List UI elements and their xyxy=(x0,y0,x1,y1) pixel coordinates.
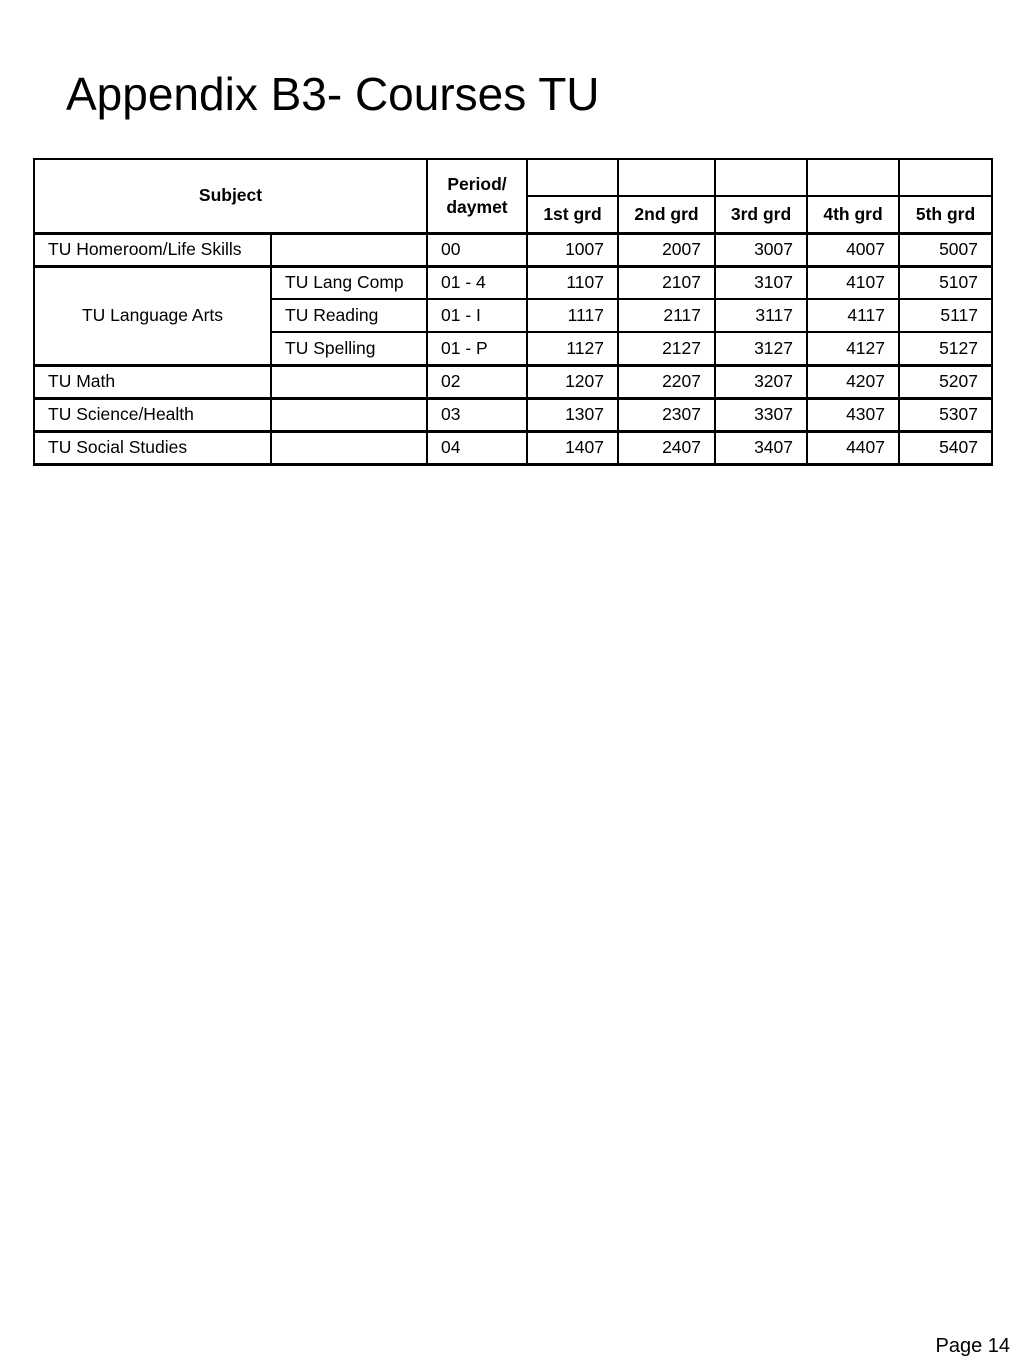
period-cell: 00 xyxy=(427,233,527,266)
table-row xyxy=(34,233,992,266)
code-cell: 4127 xyxy=(807,332,899,365)
code-cell: 4207 xyxy=(807,365,899,398)
code-cell: 2107 xyxy=(618,266,715,299)
code-cell: 2007 xyxy=(618,233,715,266)
code-cell: 1407 xyxy=(527,431,618,464)
header-blank xyxy=(899,159,992,196)
subject-cell: TU Homeroom/Life Skills xyxy=(34,233,271,266)
page-number: Page 14 xyxy=(935,1335,1010,1357)
subsubject-cell xyxy=(271,398,427,431)
subject-cell: TU Social Studies xyxy=(34,431,271,464)
code-cell: 4007 xyxy=(807,233,899,266)
courses-table xyxy=(33,158,993,466)
code-cell: 5007 xyxy=(899,233,992,266)
code-cell: 2127 xyxy=(618,332,715,365)
table-row xyxy=(34,398,992,431)
header-blank xyxy=(618,159,715,196)
header-blank xyxy=(807,159,899,196)
code-cell: 1207 xyxy=(527,365,618,398)
subject-cell: TU Science/Health xyxy=(34,398,271,431)
header-period: Period/ daymet xyxy=(427,159,527,233)
code-cell: 3107 xyxy=(715,266,807,299)
subject-cell: TU Language Arts xyxy=(34,266,271,365)
code-cell: 4117 xyxy=(807,299,899,332)
subsubject-cell xyxy=(271,233,427,266)
table-row xyxy=(34,365,992,398)
code-cell: 1307 xyxy=(527,398,618,431)
code-cell: 1107 xyxy=(527,266,618,299)
period-cell: 02 xyxy=(427,365,527,398)
subsubject-cell xyxy=(271,365,427,398)
code-cell: 4307 xyxy=(807,398,899,431)
subsubject-cell: TU Reading xyxy=(271,299,427,332)
period-cell: 04 xyxy=(427,431,527,464)
code-cell: 3307 xyxy=(715,398,807,431)
code-cell: 3207 xyxy=(715,365,807,398)
code-cell: 4107 xyxy=(807,266,899,299)
code-cell: 3407 xyxy=(715,431,807,464)
header-grade-4: 4th grd xyxy=(807,196,899,233)
code-cell: 3117 xyxy=(715,299,807,332)
subject-cell: TU Math xyxy=(34,365,271,398)
code-cell: 3007 xyxy=(715,233,807,266)
period-cell: 01 - P xyxy=(427,332,527,365)
subsubject-cell: TU Spelling xyxy=(271,332,427,365)
subsubject-cell xyxy=(271,431,427,464)
header-grade-2: 2nd grd xyxy=(618,196,715,233)
code-cell: 5117 xyxy=(899,299,992,332)
code-cell: 2307 xyxy=(618,398,715,431)
code-cell: 5207 xyxy=(899,365,992,398)
page-title: Appendix B3- Courses TU xyxy=(66,68,600,120)
header-blank xyxy=(527,159,618,196)
code-cell: 3127 xyxy=(715,332,807,365)
code-cell: 2407 xyxy=(618,431,715,464)
period-cell: 03 xyxy=(427,398,527,431)
code-cell: 2207 xyxy=(618,365,715,398)
code-cell: 5407 xyxy=(899,431,992,464)
header-grade-3: 3rd grd xyxy=(715,196,807,233)
period-cell: 01 - I xyxy=(427,299,527,332)
code-cell: 2117 xyxy=(618,299,715,332)
code-cell: 1127 xyxy=(527,332,618,365)
header-grade-1: 1st grd xyxy=(527,196,618,233)
table-row xyxy=(34,431,992,464)
code-cell: 5307 xyxy=(899,398,992,431)
code-cell: 5107 xyxy=(899,266,992,299)
code-cell: 1117 xyxy=(527,299,618,332)
table-row xyxy=(34,266,992,299)
header-blank xyxy=(715,159,807,196)
header-subject: Subject xyxy=(34,159,427,233)
code-cell: 1007 xyxy=(527,233,618,266)
header-grade-5: 5th grd xyxy=(899,196,992,233)
code-cell: 5127 xyxy=(899,332,992,365)
code-cell: 4407 xyxy=(807,431,899,464)
period-cell: 01 - 4 xyxy=(427,266,527,299)
subsubject-cell: TU Lang Comp xyxy=(271,266,427,299)
